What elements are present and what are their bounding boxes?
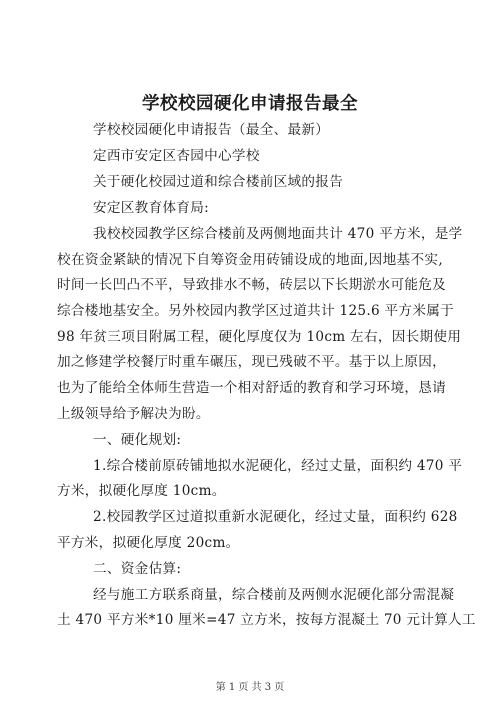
- report-subject: 关于硬化校园过道和综合楼前区域的报告: [93, 174, 344, 190]
- paragraph-line: 土 470 平方米*10 厘米=47 立方米，按每方混凝土 70 元计算人工: [57, 612, 476, 628]
- list-item-line: 平方米，拟硬化厚度 20cm。: [57, 535, 240, 551]
- paragraph-line: 我校校园教学区综合楼前及两侧地面共计 470 平方米，是学: [93, 226, 463, 242]
- recipient: 安定区教育体育局:: [93, 200, 210, 216]
- paragraph-line: 综合楼地基安全。另外校园内教学区过道共计 125.6 平方米属于: [57, 303, 454, 319]
- list-item-line: 2.校园教学区过道拟重新水泥硬化，经过丈量，面积约 628: [93, 509, 458, 525]
- document-title: 学校校园硬化申请报告最全: [142, 94, 358, 114]
- section-heading: 二、资金估算:: [93, 561, 182, 577]
- list-item-line: 1.综合楼前原砖铺地拟水泥硬化，经过丈量，面积约 470 平: [93, 458, 463, 474]
- list-item-line: 方米，拟硬化厚度 10cm。: [57, 483, 226, 499]
- paragraph-line: 98 年贫三项目附属工程，硬化厚度仅为 10cm 左右，因长期使用: [57, 329, 462, 345]
- paragraph-line: 时间一长凹凸不平，导致排水不畅，砖层以下长期淤水可能危及: [57, 277, 447, 293]
- paragraph-line: 经与施工方联系商量，综合楼前及两侧水泥硬化部分需混凝: [93, 587, 455, 603]
- paragraph-line: 校在资金紧缺的情况下自筹资金用砖铺设成的地面,因地基不实,: [57, 252, 443, 268]
- paragraph-line: 上级领导给予解决为盼。: [57, 406, 210, 422]
- paragraph-line: 也为了能给全体师生营造一个相对舒适的教育和学习环境，恳请: [57, 380, 447, 396]
- section-heading: 一、硬化规划:: [93, 432, 182, 448]
- page-number: 第 1 页 共 3 页: [215, 682, 285, 693]
- school-name: 定西市安定区杏园中心学校: [93, 148, 260, 164]
- doc-subtitle: 学校校园硬化申请报告（最全、最新）: [93, 122, 330, 138]
- paragraph-line: 加之修建学校餐厅时重车碾压，现已残破不平。基于以上原因，: [57, 354, 447, 370]
